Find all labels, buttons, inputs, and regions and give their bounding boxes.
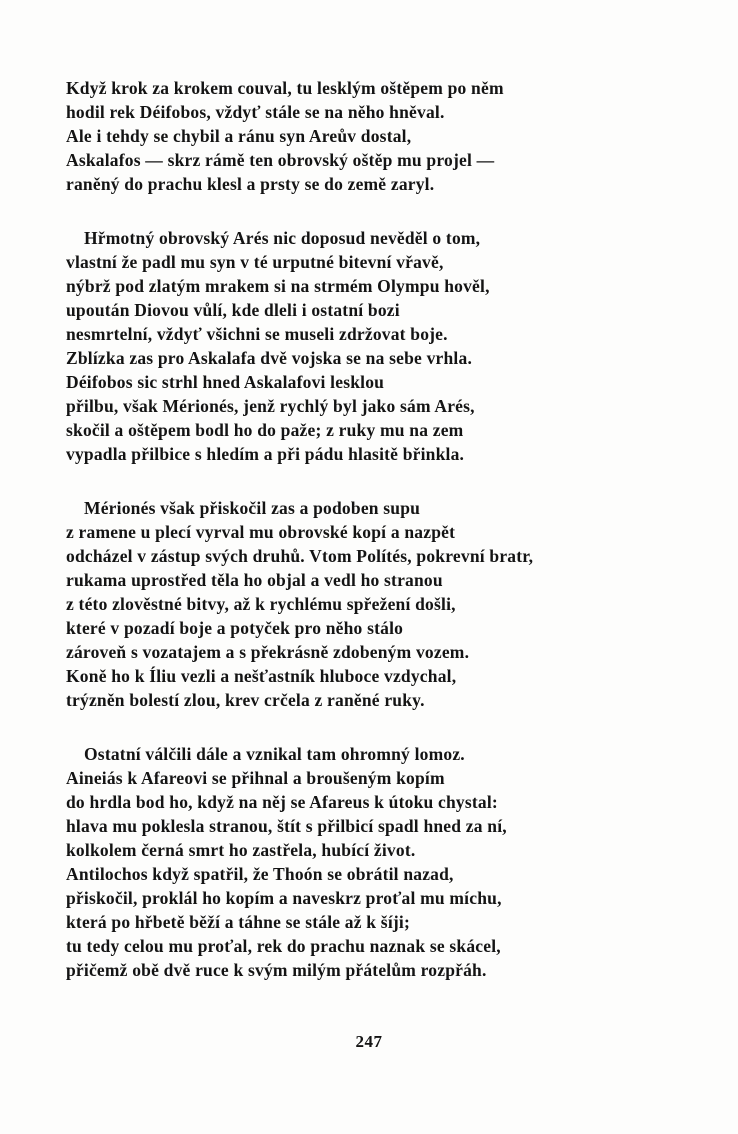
- text-line: z ramene u plecí vyrval mu obrovské kopí a nazpět: [66, 522, 456, 542]
- paragraph: [66, 742, 686, 982]
- text-line: trýzněn bolestí zlou, krev crčela z raněné ruky.: [66, 690, 425, 710]
- text-line: Hřmotný obrovský Arés nic doposud nevěděl o tom,: [84, 228, 481, 248]
- text-line: Koně ho k Íliu vezli a nešťastník hluboce vzdychal,: [66, 666, 457, 686]
- text-line: nýbrž pod zlatým mrakem si na strmém Olympu hověl,: [66, 276, 490, 296]
- text-line: do hrdla bod ho, když na něj se Afareus k útoku chystal:: [66, 792, 498, 812]
- text-line: skočil a oštěpem bodl ho do paže; z ruky mu na zem: [66, 420, 464, 440]
- text-line: Zblízka zas pro Askalafa dvě vojska se na sebe vrhla.: [66, 348, 473, 368]
- text-line: vypadla přilbice s hledím a při pádu hlasitě břinkla.: [66, 444, 465, 464]
- text-line: z této zlověstné bitvy, až k rychlému spřežení došli,: [66, 594, 456, 614]
- text-line: nesmrtelní, vždyť všichni se museli zdržovat boje.: [66, 324, 448, 344]
- text-line: zároveň s vozatajem a s překrásně zdobeným vozem.: [66, 642, 470, 662]
- text-line: Déifobos sic strhl hned Askalafovi lesklou: [66, 372, 385, 392]
- text-line: Antilochos když spatřil, že Thoón se obrátil nazad,: [66, 864, 454, 884]
- text-line: Když krok za krokem couval, tu lesklým oštěpem po něm: [66, 78, 504, 98]
- paragraph: [66, 76, 686, 196]
- text-line: kolkolem černá smrt ho zastřela, hubící život.: [66, 840, 416, 860]
- text-line: hodil rek Déifobos, vždyť stále se na něho hněval.: [66, 102, 445, 122]
- paragraph: [66, 226, 686, 466]
- page-number: 247: [355, 1032, 383, 1051]
- text-line: vlastní že padl mu syn v té urputné bitevní vřavě,: [66, 252, 444, 272]
- text-line: Mérionés však přiskočil zas a podoben supu: [84, 498, 421, 518]
- text-line: přičemž obě dvě ruce k svým milým přátelům rozpřáh.: [66, 960, 487, 980]
- text-line: Aineiás k Afareovi se přihnal a broušeným kopím: [66, 768, 445, 788]
- paragraph: [66, 496, 686, 712]
- text-line: Ale i tehdy se chybil a ránu syn Areův dostal,: [66, 126, 412, 146]
- text-line: která po hřbetě běží a táhne se stále až k šíji;: [66, 912, 410, 932]
- text-line: přiskočil, proklál ho kopím a naveskrz proťal mu míchu,: [66, 888, 502, 908]
- text-line: které v pozadí boje a potyček pro něho stálo: [66, 618, 404, 638]
- text-line: tu tedy celou mu proťal, rek do prachu naznak se skácel,: [66, 936, 501, 956]
- text-line: raněný do prachu klesl a prsty se do země zaryl.: [66, 174, 435, 194]
- text-line: Askalafos — skrz rámě ten obrovský oštěp mu projel —: [66, 150, 495, 170]
- text-block: [66, 76, 686, 982]
- text-line: hlava mu poklesla stranou, štít s přilbicí spadl hned za ní,: [66, 816, 507, 836]
- text-line: přilbu, však Mérionés, jenž rychlý byl jako sám Arés,: [66, 396, 475, 416]
- text-line: odcházel v zástup svých druhů. Vtom Polítés, pokrevní bratr,: [66, 546, 534, 566]
- text-line: Ostatní válčili dále a vznikal tam ohromný lomoz.: [84, 744, 465, 764]
- text-line: upoután Diovou vůlí, kde dleli i ostatní bozi: [66, 300, 400, 320]
- text-line: rukama uprostřed těla ho objal a vedl ho stranou: [66, 570, 443, 590]
